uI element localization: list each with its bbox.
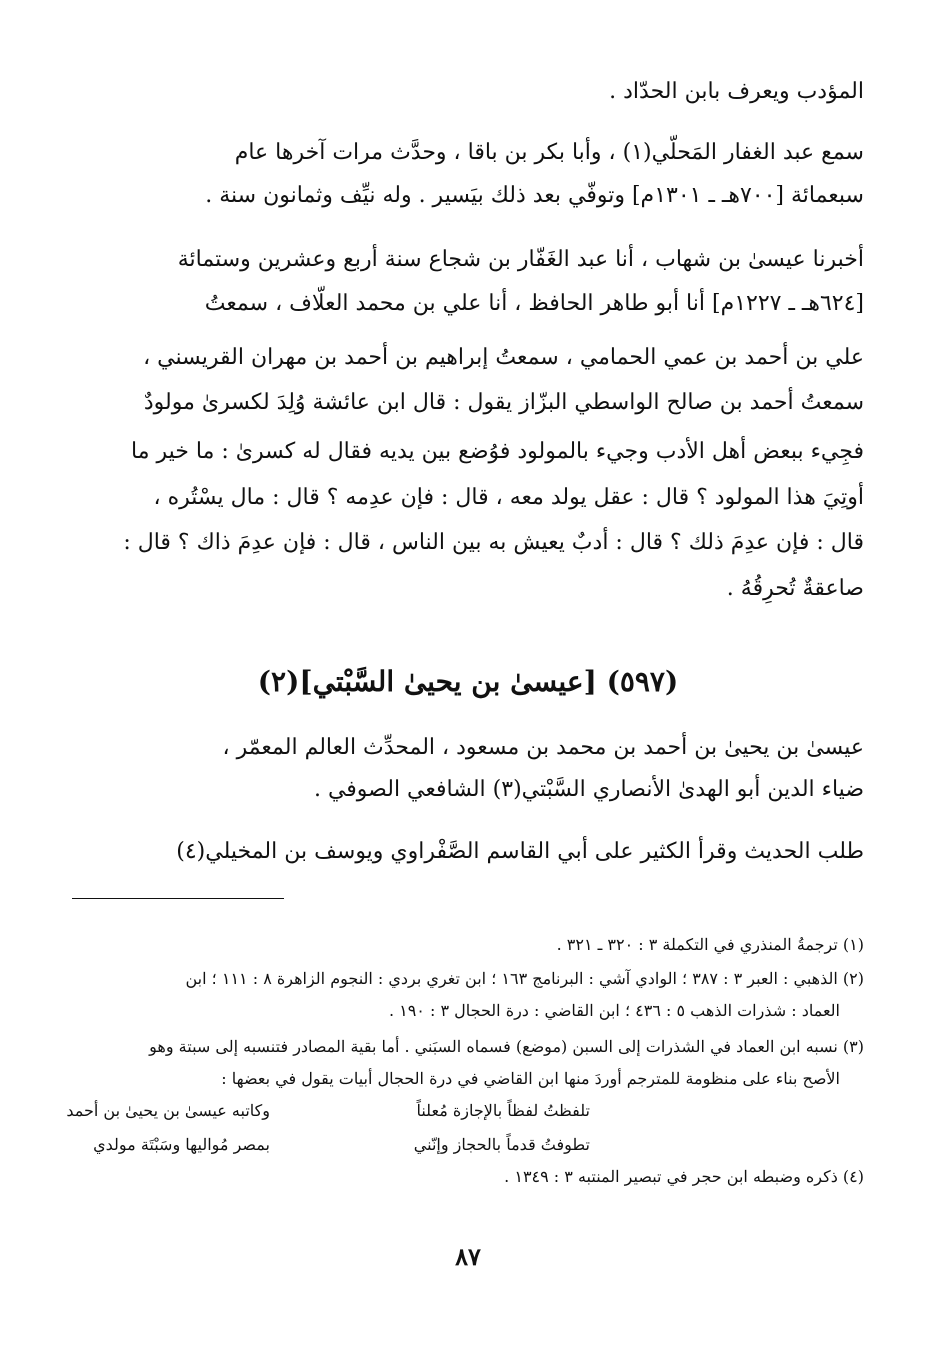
page-number: ٨٧ <box>455 1242 481 1271</box>
footnote-line: العماد : شذرات الذهب ٥ : ٤٣٦ ؛ ابن القاضي : درة الحجال ٣ : ١٩٠ . <box>388 1001 840 1020</box>
footnote-line: الأصح بناء على منظومة للمترجم أوردَ منها ابن القاضي في درة الحجال أبيات يقول في بعضها : <box>221 1069 840 1088</box>
body-text-line: سبعمائة [٧٠٠هـ ـ ١٣٠١م] وتوفّي بعد ذلك بيَسير . وله نيِّف وثمانون سنة . <box>205 183 864 208</box>
footnote-divider <box>72 898 284 899</box>
body-text-line: فجِيء ببعض أهل الأدب وجيء بالمولود فوُضع بين يديه فقال له كسرىٰ : ما خير ما <box>131 439 864 464</box>
body-text-line: سمع عبد الغفار المَحلّي(١) ، وأبا بكر بن باقا ، وحدَّث مرات آخرها عام <box>234 140 864 165</box>
body-text-line: المؤدب ويعرف بابن الحدّاد . <box>609 79 864 104</box>
entry-heading: (٥٩٧) [عيسىٰ بن يحيىٰ السَّبْتي](٢) <box>257 665 679 698</box>
body-text-line: قال : فإن عدِمَ ذلك ؟ قال : أدبٌ يعيش به بين الناس ، قال : فإن عدِمَ ذاك ؟ قال : <box>123 530 864 555</box>
body-text-line: عيسىٰ بن يحيىٰ بن أحمد بن محمد بن مسعود ، المحدِّث العالم المعمّر ، <box>222 735 864 760</box>
verse-hemistich: بمصر مُواليها وسَبْتَة مولدي <box>93 1135 270 1154</box>
footnote-line: (١) ترجمةُ المنذري في التكملة ٣ : ٣٢٠ ـ ٣٢١ . <box>556 935 864 954</box>
body-text-line: ضياء الدين أبو الهدىٰ الأنصاري السَّبْتي(٣) الشافعي الصوفي . <box>313 777 864 802</box>
body-text-line: أوتِيَ هذا المولود ؟ قال : عقل يولد معه ، قال : فإن عدِمه ؟ قال : مال يسْتُره ، <box>153 485 864 510</box>
body-text-line: علي بن أحمد بن عمي الحمامي ، سمعتُ إبراهيم بن أحمد بن مهران القريسني ، <box>143 345 864 370</box>
body-text-line: أخبرنا عيسىٰ بن شهاب ، أنا عبد الغَفّار بن شجاع سنة أربع وعشرين وستمائة <box>177 247 864 272</box>
body-text-line: طلب الحديث وقرأ الكثير على أبي القاسم الصَّفْراوي ويوسف بن المخيلي(٤) <box>176 839 864 864</box>
footnote-line: (٢) الذهبي : العبر ٣ : ٣٨٧ ؛ الوادي آشي : البرنامج ١٦٣ ؛ ابن تغري بردي : النجوم الزاهرة ٨ : ١١١ ؛ ابن <box>185 969 864 988</box>
footnote-line: (٣) نسبه ابن العماد في الشذرات إلى السبن (موضع) فسماه السبَني . أما بقية المصادر فتنسبه إلى سبتة وهو <box>149 1037 864 1056</box>
verse-hemistich: تلفظتُ لفظاً بالإجازة مُعلناً <box>416 1101 590 1120</box>
verse-hemistich: وكاتبه عيسىٰ بن يحيىٰ بن أحمد <box>66 1101 270 1120</box>
body-text-line: صاعقةٌ تُحرِقُهُ . <box>726 576 864 601</box>
body-text-line: سمعتُ أحمد بن صالح الواسطي البزّاز يقول : قال ابن عائشة وُلِدَ لكسرىٰ مولودٌ <box>143 390 864 415</box>
verse-hemistich: تطوفتُ قدماً بالحجاز وإنّني <box>413 1135 590 1154</box>
body-text-line: [٦٢٤هـ ـ ١٢٢٧م] أنا أبو طاهر الحافظ ، أنا علي بن محمد العلّاف ، سمعتُ <box>204 291 864 316</box>
footnote-line: (٤) ذكره وضبطه ابن حجر في تبصير المنتبه ٣ : ١٣٤٩ . <box>504 1167 864 1186</box>
